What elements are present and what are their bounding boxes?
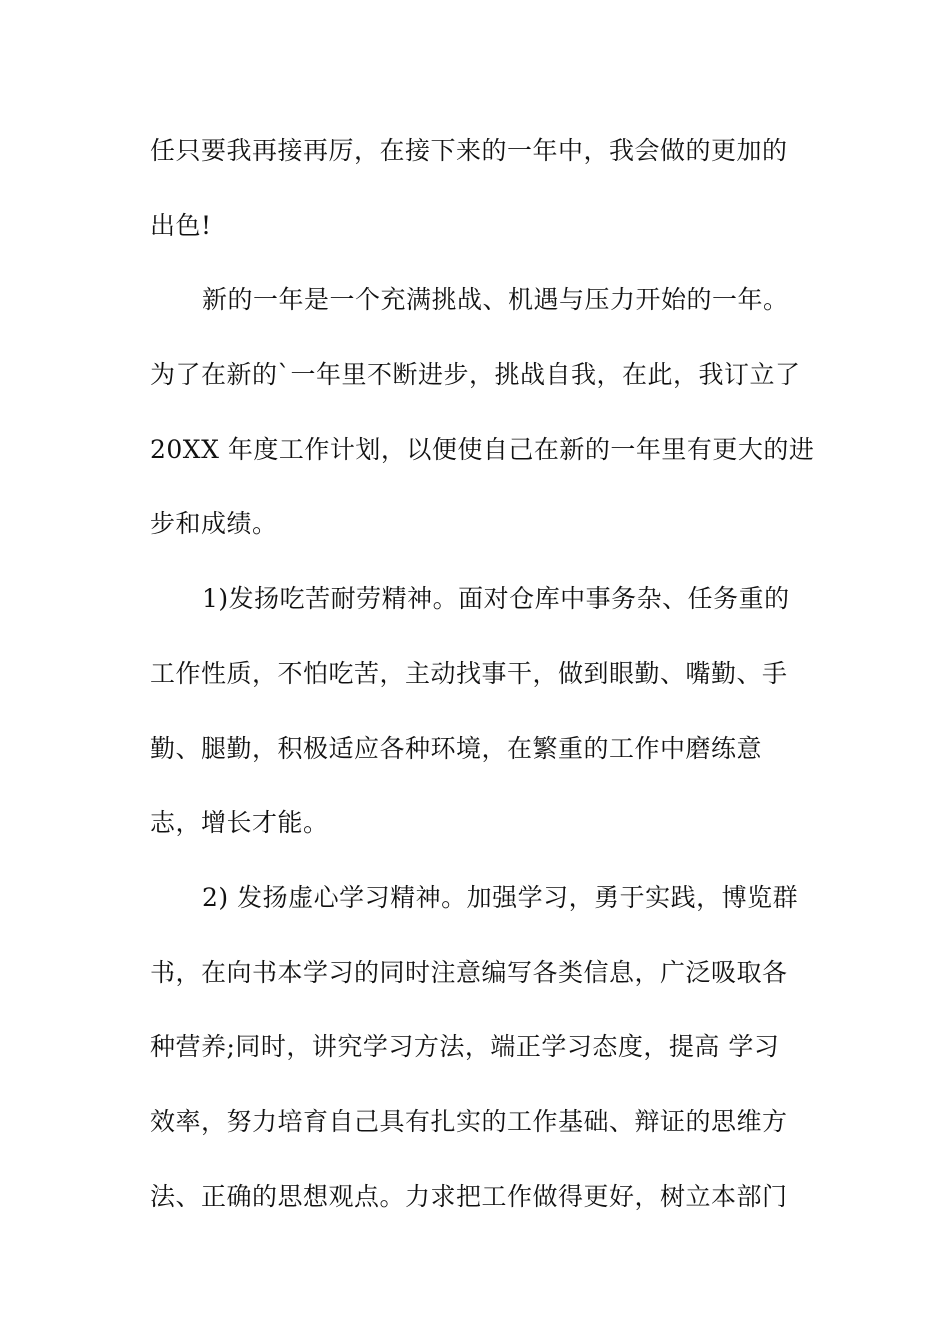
paragraph-first-line: 2) 发扬虚心学习精神。加强学习，勇于实践，博览群	[202, 883, 799, 912]
text-line: 为了在新的`一年里不断进步，挑战自我，在此，我订立了	[150, 360, 801, 389]
text-line: 出色!	[150, 211, 212, 240]
paragraph-first-line: 1)发扬吃苦耐劳精神。面对仓库中事务杂、任务重的	[202, 584, 790, 613]
paragraph-first-line: 新的一年是一个充满挑战、机遇与压力开始的一年。	[202, 285, 789, 314]
text-line: 法、正确的思想观点。力求把工作做得更好，树立本部门	[150, 1182, 788, 1211]
text-line: 种营养;同时，讲究学习方法，端正学习态度，提高 学习	[150, 1032, 780, 1061]
text-line: 工作性质，不怕吃苦，主动找事干，做到眼勤、嘴勤、手	[150, 659, 788, 688]
text-line: 志，增长才能。	[150, 808, 329, 837]
text-line: 效率，努力培育自己具有扎实的工作基础、辩证的思维方	[150, 1107, 788, 1136]
text-line: 步和成绩。	[150, 509, 278, 538]
text-line: 任只要我再接再厉，在接下来的一年中，我会做的更加的	[150, 136, 788, 165]
text-line: 20XX 年度工作计划，以便使自己在新的一年里有更大的进	[150, 435, 815, 464]
text-line: 勤、腿勤，积极适应各种环境，在繁重的工作中磨练意	[150, 734, 763, 763]
text-line: 书，在向书本学习的同时注意编写各类信息，广泛吸取各	[150, 958, 788, 987]
